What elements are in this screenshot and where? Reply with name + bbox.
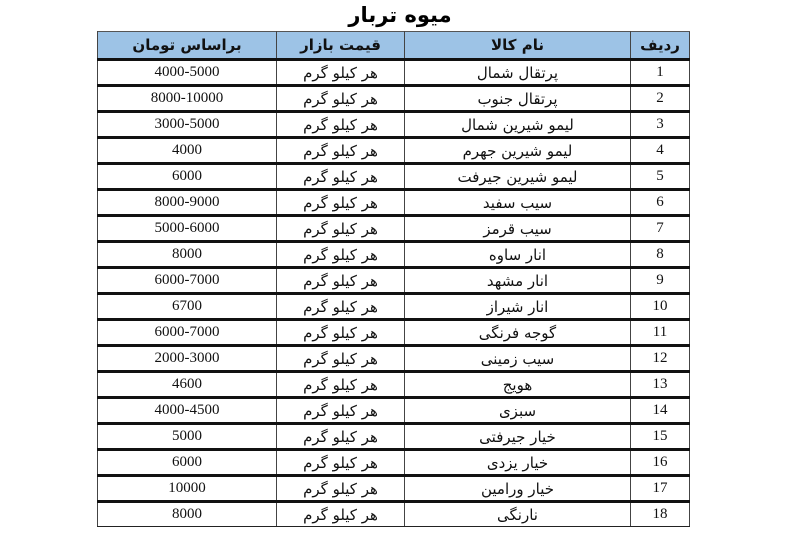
row-index: 16 bbox=[631, 450, 690, 476]
row-unit: هر کیلو گرم bbox=[277, 320, 405, 346]
row-index: 6 bbox=[631, 190, 690, 216]
header-index: ردیف bbox=[631, 32, 690, 60]
page-title: میوه تربار bbox=[348, 3, 452, 27]
table-row bbox=[98, 86, 690, 112]
table-row bbox=[98, 242, 690, 268]
header-unit: قیمت بازار bbox=[277, 32, 405, 60]
row-unit: هر کیلو گرم bbox=[277, 190, 405, 216]
row-index: 9 bbox=[631, 268, 690, 294]
table-row bbox=[98, 450, 690, 476]
row-unit: هر کیلو گرم bbox=[277, 424, 405, 450]
row-price: 4600 bbox=[98, 372, 277, 398]
row-item-name: خیار جیرفتی bbox=[405, 424, 631, 450]
row-unit: هر کیلو گرم bbox=[277, 86, 405, 112]
row-index: 12 bbox=[631, 346, 690, 372]
row-unit: هر کیلو گرم bbox=[277, 112, 405, 138]
row-index: 14 bbox=[631, 398, 690, 424]
row-unit: هر کیلو گرم bbox=[277, 502, 405, 527]
row-item-name: سیب زمینی bbox=[405, 346, 631, 372]
row-unit: هر کیلو گرم bbox=[277, 398, 405, 424]
row-index: 7 bbox=[631, 216, 690, 242]
row-item-name: لیمو شیرین جهرم bbox=[405, 138, 631, 164]
row-price: 5000-6000 bbox=[98, 216, 277, 242]
row-index: 4 bbox=[631, 138, 690, 164]
row-price: 6000 bbox=[98, 450, 277, 476]
table-row bbox=[98, 424, 690, 450]
row-item-name: لیمو شیرین جیرفت bbox=[405, 164, 631, 190]
table-row bbox=[98, 216, 690, 242]
table-row bbox=[98, 502, 690, 527]
row-unit: هر کیلو گرم bbox=[277, 60, 405, 86]
row-price: 5000 bbox=[98, 424, 277, 450]
header-name: نام کالا bbox=[405, 32, 631, 60]
row-unit: هر کیلو گرم bbox=[277, 450, 405, 476]
row-unit: هر کیلو گرم bbox=[277, 242, 405, 268]
row-price: 8000 bbox=[98, 502, 277, 527]
row-item-name: گوجه فرنگی bbox=[405, 320, 631, 346]
row-item-name: سیب سفید bbox=[405, 190, 631, 216]
row-price: 6700 bbox=[98, 294, 277, 320]
row-unit: هر کیلو گرم bbox=[277, 294, 405, 320]
row-item-name: خیار ورامین bbox=[405, 476, 631, 502]
row-index: 5 bbox=[631, 164, 690, 190]
table-row bbox=[98, 372, 690, 398]
row-item-name: انار مشهد bbox=[405, 268, 631, 294]
row-unit: هر کیلو گرم bbox=[277, 268, 405, 294]
row-index: 1 bbox=[631, 60, 690, 86]
row-index: 13 bbox=[631, 372, 690, 398]
row-item-name: سیب قرمز bbox=[405, 216, 631, 242]
row-price: 4000-4500 bbox=[98, 398, 277, 424]
row-item-name: لیمو شیرین شمال bbox=[405, 112, 631, 138]
row-index: 17 bbox=[631, 476, 690, 502]
row-item-name: پرتقال جنوب bbox=[405, 86, 631, 112]
table-row bbox=[98, 398, 690, 424]
row-item-name: هویج bbox=[405, 372, 631, 398]
row-unit: هر کیلو گرم bbox=[277, 216, 405, 242]
table-row bbox=[98, 476, 690, 502]
row-index: 3 bbox=[631, 112, 690, 138]
table-row bbox=[98, 164, 690, 190]
row-price: 8000-9000 bbox=[98, 190, 277, 216]
row-price: 3000-5000 bbox=[98, 112, 277, 138]
row-price: 6000-7000 bbox=[98, 320, 277, 346]
row-unit: هر کیلو گرم bbox=[277, 372, 405, 398]
table-row bbox=[98, 190, 690, 216]
row-price: 8000 bbox=[98, 242, 277, 268]
row-price: 6000 bbox=[98, 164, 277, 190]
row-item-name: انار شیراز bbox=[405, 294, 631, 320]
header-row bbox=[98, 32, 690, 60]
row-unit: هر کیلو گرم bbox=[277, 476, 405, 502]
row-price: 6000-7000 bbox=[98, 268, 277, 294]
row-item-name: نارنگی bbox=[405, 502, 631, 527]
table-row bbox=[98, 268, 690, 294]
row-index: 2 bbox=[631, 86, 690, 112]
table-row bbox=[98, 346, 690, 372]
table-row bbox=[98, 294, 690, 320]
row-item-name: انار ساوه bbox=[405, 242, 631, 268]
row-unit: هر کیلو گرم bbox=[277, 346, 405, 372]
row-item-name: خیار یزدی bbox=[405, 450, 631, 476]
row-price: 2000-3000 bbox=[98, 346, 277, 372]
row-index: 11 bbox=[631, 320, 690, 346]
table-row bbox=[98, 112, 690, 138]
row-index: 18 bbox=[631, 502, 690, 527]
row-unit: هر کیلو گرم bbox=[277, 138, 405, 164]
row-unit: هر کیلو گرم bbox=[277, 164, 405, 190]
row-index: 15 bbox=[631, 424, 690, 450]
table-row bbox=[98, 138, 690, 164]
row-price: 4000-5000 bbox=[98, 60, 277, 86]
row-index: 10 bbox=[631, 294, 690, 320]
row-price: 4000 bbox=[98, 138, 277, 164]
price-table bbox=[97, 31, 690, 527]
table-row bbox=[98, 60, 690, 86]
table-row bbox=[98, 320, 690, 346]
row-price: 8000-10000 bbox=[98, 86, 277, 112]
header-price: براساس تومان bbox=[98, 32, 277, 60]
row-item-name: پرتقال شمال bbox=[405, 60, 631, 86]
row-price: 10000 bbox=[98, 476, 277, 502]
row-item-name: سبزی bbox=[405, 398, 631, 424]
row-index: 8 bbox=[631, 242, 690, 268]
